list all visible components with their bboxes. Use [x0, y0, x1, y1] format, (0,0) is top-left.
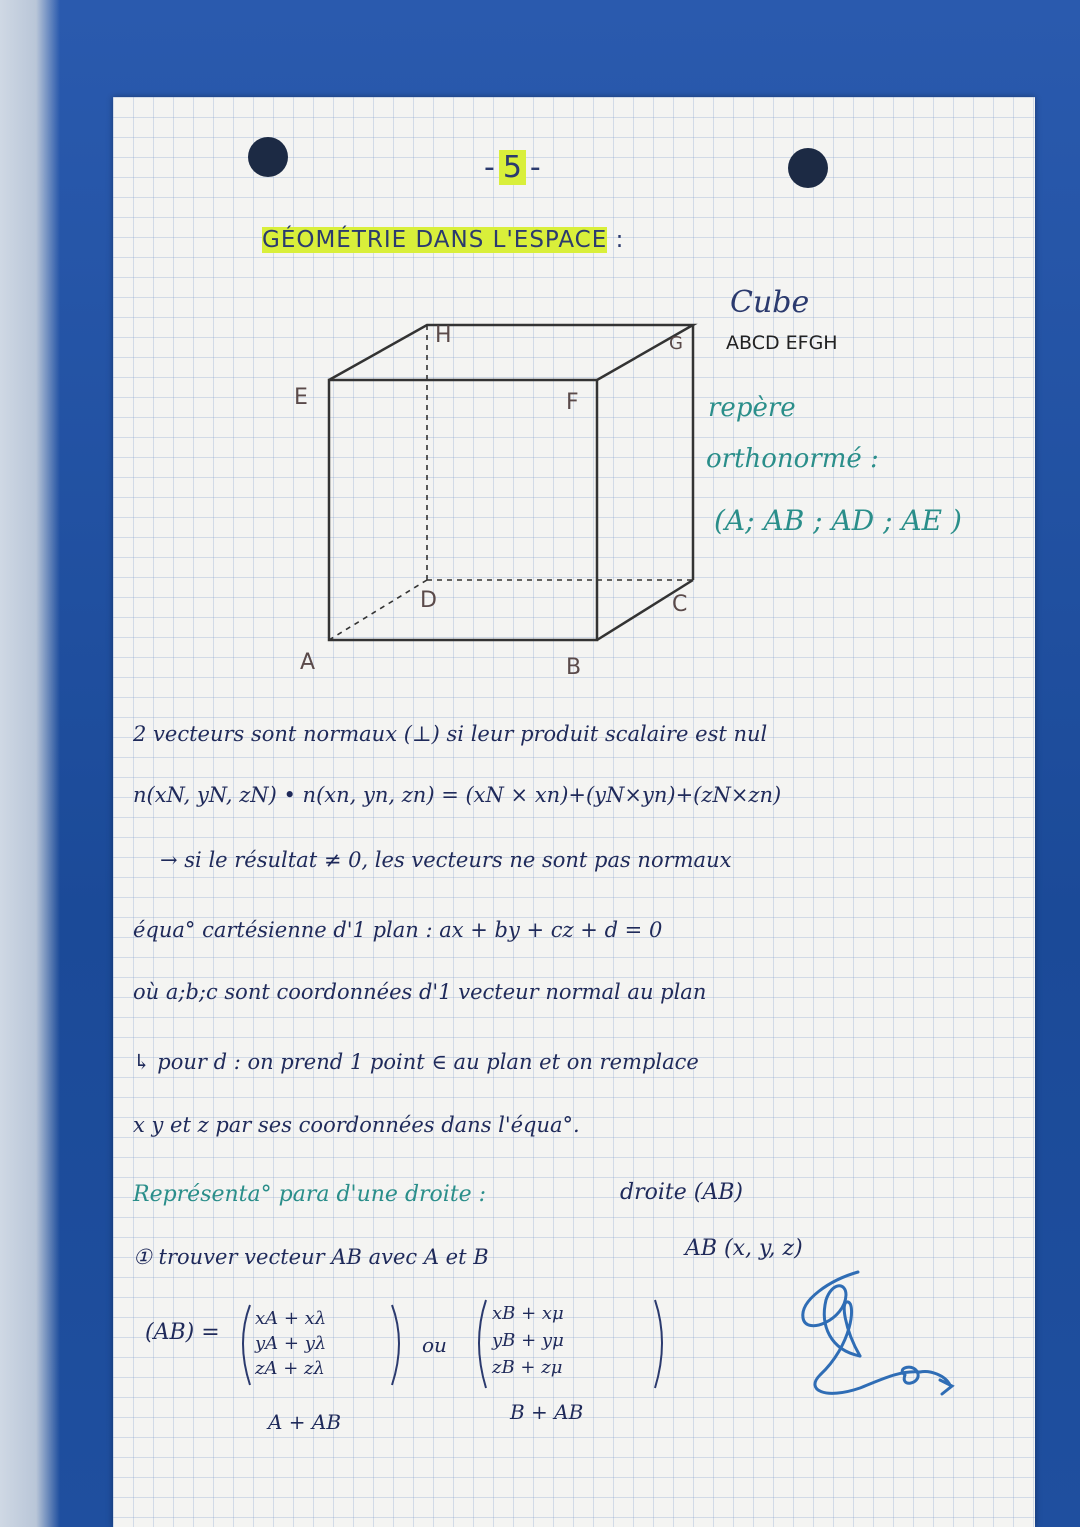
repere-line-1: repère	[708, 393, 796, 423]
note-cartesian: équa° cartésienne d'1 plan : ax + by + cz + d = 0	[133, 918, 663, 942]
system2-line2: yB + yμ	[492, 1330, 564, 1351]
cube-label-a: A	[300, 650, 316, 675]
repere-line-2: orthonormé :	[706, 444, 879, 474]
note-pour-d: ↳ pour d : on prend 1 point ∈ au plan et on remplace	[133, 1050, 699, 1074]
system1-line3: zA + zλ	[255, 1358, 325, 1379]
note-step-1: ① trouver vecteur AB avec A et B	[133, 1245, 489, 1269]
cube-label-g: G	[669, 333, 683, 354]
note-pour-d-2: x y et z par ses coordonnées dans l'équa°.	[133, 1113, 580, 1137]
system2-under: B + AB	[510, 1400, 584, 1424]
cube-label-b: B	[566, 655, 582, 680]
system1-line1: xA + xλ	[255, 1308, 327, 1329]
cube-title: Cube	[730, 285, 810, 320]
cube-label-f: F	[566, 390, 579, 415]
cube-label-c: C	[672, 592, 688, 617]
system2-line1: xB + xμ	[492, 1303, 564, 1324]
note-normal-rule: 2 vecteurs sont normaux (⊥) si leur produit scalaire est nul	[133, 722, 768, 746]
system-or: ou	[422, 1333, 447, 1357]
cube-vertices: ABCD EFGH	[726, 332, 838, 354]
repere-line-3: (A; AB ; AD ; AE )	[714, 504, 962, 537]
system2-line3: zB + zμ	[492, 1357, 563, 1378]
page-title: GÉOMÉTRIE DANS L'ESPACE :	[262, 227, 625, 253]
note-param-title: Représenta° para d'une droite :	[133, 1182, 487, 1207]
note-result-rule: → si le résultat ≠ 0, les vecteurs ne sont pas normaux	[160, 848, 732, 872]
page-number: - 5 -	[484, 150, 541, 185]
note-dot-product: n(xN, yN, zN) • n(xn, yn, zn) = (xN × xn)+(yN×yn)+(zN×zn)	[133, 783, 782, 807]
note-param-droite: droite (AB)	[620, 1180, 743, 1205]
note-vector-ab: AB (x, y, z)	[685, 1236, 803, 1261]
system1-under: A + AB	[268, 1410, 342, 1434]
note-coords: où a;b;c sont coordonnées d'1 vecteur normal au plan	[133, 980, 707, 1004]
cube-label-d: D	[420, 588, 437, 613]
system1-line2: yA + yλ	[255, 1333, 327, 1354]
cube-label-e: E	[294, 385, 308, 410]
cube-label-h: H	[435, 323, 452, 348]
note-ab-lhs: (AB) =	[145, 1320, 220, 1345]
